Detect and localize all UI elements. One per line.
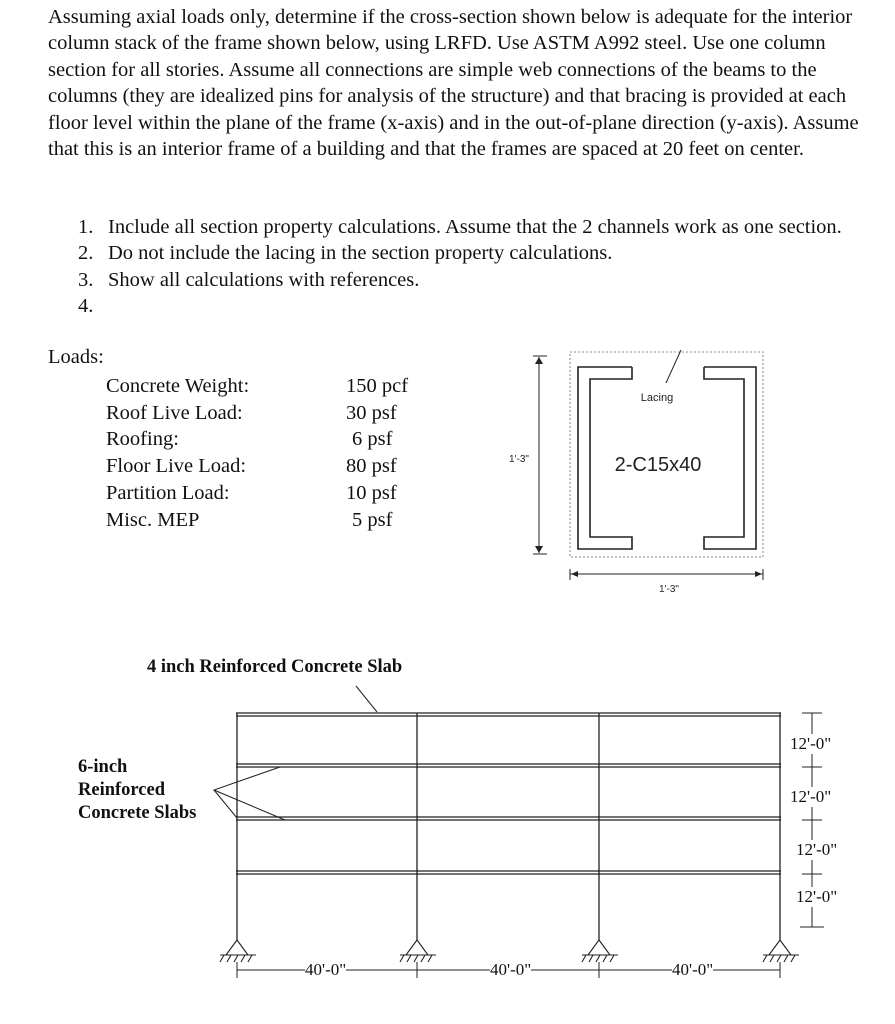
load-label: Roofing:	[106, 428, 179, 450]
load-value: 30 psf	[346, 402, 397, 424]
list-number: 2.	[78, 242, 94, 265]
bay-width-label: 40'-0"	[490, 960, 532, 979]
load-value: 6 psf	[352, 428, 393, 450]
list-number: 4.	[78, 295, 94, 318]
height-dim-label: 1'-3"	[509, 454, 529, 465]
pin-support	[220, 940, 256, 962]
story-height-label: 12'-0"	[796, 887, 838, 906]
floor-slab	[236, 871, 781, 874]
loads-heading: Loads:	[48, 346, 104, 368]
lacing-leader	[666, 350, 681, 383]
story-height-label: 12'-0"	[796, 840, 838, 859]
floor-slab-leader	[214, 767, 285, 820]
load-label: Concrete Weight:	[106, 375, 250, 397]
bay-width-label: 40'-0"	[305, 960, 347, 979]
floor-slab-label: 6-inch Reinforced Concrete Slabs	[78, 757, 197, 823]
load-label: Roof Live Load:	[106, 402, 243, 424]
bay-width-label: 40'-0"	[672, 960, 714, 979]
frame-diagram	[214, 686, 824, 978]
section-name: 2-C15x40	[614, 454, 702, 476]
floor-slab	[236, 817, 781, 820]
load-value: 5 psf	[352, 509, 393, 531]
load-label: Misc. MEP	[106, 509, 200, 531]
list-number: 1.	[78, 216, 94, 238]
load-label: Partition Load:	[106, 482, 230, 504]
list-text: Do not include the lacing in the section property calculations.	[108, 242, 613, 265]
roof-slab	[236, 713, 781, 716]
pin-support	[400, 940, 436, 962]
load-value: 80 psf	[346, 455, 397, 477]
story-height-label: 12'-0"	[790, 734, 832, 753]
problem-statement: Assuming axial loads only, determine if the cross-section shown below is adequate for the interior column stack of the frame shown below, using LRFD. Use ASTM A992 steel. Use one column section for all stories. Assume all connections are simple web connections of the beams to the columns (they are idealized pins for analysis of the structure) and that bracing is provided at each floor level within the plane of the frame (x-axis) and in the out-of-plane direction (y-axis). Assume that this is an interior frame of a building and that the frames are spaced at 20 feet on center.	[48, 6, 859, 161]
story-height-label: 12'-0"	[790, 787, 832, 806]
right-channel	[704, 367, 756, 549]
lacing-label: Lacing	[640, 392, 674, 404]
list-number: 3.	[78, 268, 94, 291]
floor-slab	[236, 764, 781, 767]
load-value: 10 psf	[346, 482, 397, 504]
load-label: Floor Live Load:	[106, 455, 247, 477]
pin-support	[582, 940, 618, 962]
roof-slab-leader	[356, 686, 377, 712]
list-text: Show all calculations with references.	[108, 268, 420, 291]
width-dim-label: 1'-3"	[659, 584, 679, 595]
list-text: Include all section property calculations. Assume that the 2 channels work as one section.	[108, 216, 842, 238]
roof-slab-label: 4 inch Reinforced Concrete Slab	[147, 657, 403, 677]
pin-support	[763, 940, 799, 962]
load-value: 150 pcf	[346, 375, 409, 397]
